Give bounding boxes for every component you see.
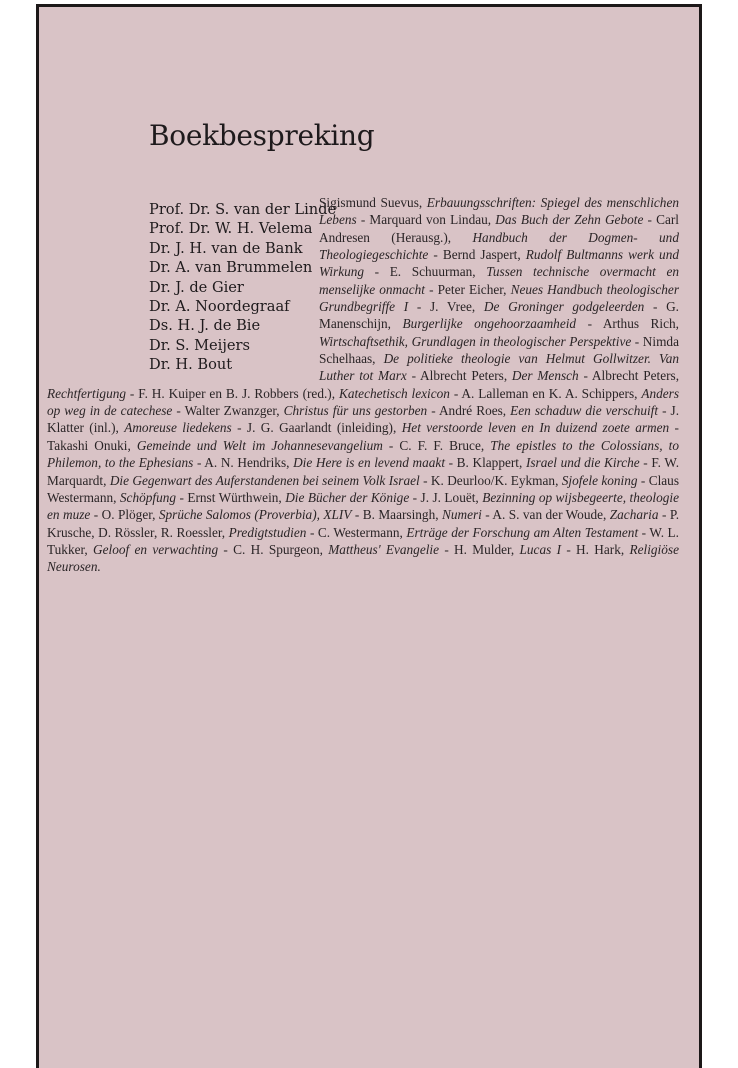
book-title: Die Bücher der Könige [285,489,410,505]
book-entry [185,403,428,418]
book-title: Anders op weg in de catechese [47,385,680,419]
book-title: Erbauungsschriften: Spiegel des menschlichen Lebens [319,195,679,228]
book-author: Marquard von Lindau, [369,212,496,228]
book-title: Der Mensch [511,368,579,384]
book-title: Israel und die Kirche [525,455,640,471]
book-author: Bernd Jaspert, [442,247,526,263]
book-title: Rudolf Bultmanns werk und Wirkung [319,247,679,280]
book-author: Albrecht Peters, [420,368,512,384]
book-author: C. Westermann, [317,524,407,540]
book-title: Religiöse Neurosen. [47,541,679,575]
book-title: Lucas I [519,541,562,557]
book-author: J. Vree, [429,299,484,315]
book-entry [363,507,482,522]
book-author: F. H. Kuiper en B. J. Robbers (red.), [138,385,339,401]
book-entry [47,438,383,453]
book-author: Sigismund Suevus, [319,195,427,210]
book-author: A. N. Hendriks, [204,455,294,471]
book-title: Het verstoorde leven en In duizend zoete armen [401,420,670,436]
book-author: A. S. van der Woude, [492,507,610,523]
reviewer-name: Dr. A. van Brummelen [149,259,313,277]
book-author: André Roes, [438,403,511,419]
book-entry [138,386,450,401]
book-author: C. H. Spurgeon, [233,541,329,557]
book-author: Albrecht Peters, [591,368,680,384]
book-author: F. W. Marquardt, [47,455,680,488]
book-title: Christus für uns gestorben [283,403,428,419]
book-author: P. Krusche, D. Rössler, R. Roessler, [47,507,680,540]
book-title: Predigtstudien [228,524,307,540]
book-author: Walter Zwanzger, [184,403,284,419]
book-author: W. L. Tukker, [47,524,680,557]
book-entry [204,455,445,470]
book-entry [454,542,561,557]
book-title: Burgerlijke ongehoorzaamheid [402,316,577,332]
book-entry [102,507,352,522]
book-entry [431,473,638,488]
book-author: A. Lalleman en K. A. Schippers, [461,385,642,401]
book-author: E. Schuurman, [389,264,487,280]
book-author: Takashi Onuki, [47,437,137,453]
book-author: J. G. Gaarlandt (inleiding), [246,420,402,436]
layout-spacer [39,194,319,384]
book-title: Sprüche Salomos (Proverbia), XLIV [158,507,352,523]
book-entries-text: Sigismund Suevus, Erbauungsschriften: Spiegel des menschlichen Lebens - Marquard von Lindau, Das Buch der Zehn Gebote - Carl Andresen (Herausg.), Handbuch der Dogmen- und Theologiegeschichte - Bernd Jaspert, Rudolf Bultmanns werk und Wirkung - E. Schuurman, Tussen technische overmacht en menselijke onmacht - Peter Eicher, Neues Handbuch theologischer Grundbegriffe I - J. Vree, De Groninger godgeleerden - G. Manenschijn, Burgerlijke ongehoorzaamheid - Arthus Rich, Wirtschaftsethik, Grundlagen in theologischer Perspektive - Nimda Schelhaas, De politieke theologie van Helmut Gollwitzer. Van Luther tot Marx - Albrecht Peters, Der Mensch - Albrecht Peters, Rechtfertigung - F. H. Kuiper en B. J. Robbers (red.), Katechetisch lexicon - A. Lalleman en K. A. Schippers, Anders op weg in de catechese - Walter Zwanzger, Christus für uns gestorben - André Roes, Een schaduw die verschuift - J. Klatter (inl.), Amoreuse liedekens - J. G. Gaarlandt (inleiding), Het verstoorde leven en In duizend zoete armen - Takashi Onuki, Gemeinde und Welt im Johannesevangelium - C. F. F. Bruce, The epistles to the Colossians, to Philemon, to the Ephesians - A. N. Hendriks, Die Here is en levend maakt - B. Klappert, Israel und die Kirche - F. W. Marquardt, Die Gegenwart des Auferstandenen bei seinem Volk Israel - K. Deurloo/K. Eykman, Sjofele koning - Claus Westermann, Schöpfung - Ernst Würthwein, Die Bücher der Könige - J. J. Louët, Bezinning op wijsbegeerte, theologie en muze - O. Plöger, Sprüche Salomos (Proverbia), XLIV - B. Maarsingh, Numeri - A. S. van der Woude, Zacharia - P. Krusche, D. Rössler, R. Roessler, Predigtstudien - C. Westermann, Erträge der Forschung am Alten Testament - W. L. Tukker, Geloof en verwachting - C. H. Spurgeon, Mattheus' Evangelie - H. Mulder, Lucas I - H. Hark, Religiöse Neurosen. [47,195,680,575]
book-title: Numeri [441,507,482,523]
book-title: Mattheus' Evangelie [328,541,440,557]
reviewer-name: Dr. J. H. van de Bank [149,239,303,257]
book-title: Bezinning op wijsbegeerte, theologie en muze [47,489,680,523]
book-entry [369,212,643,227]
book-title: Schöpfung [119,489,177,505]
book-title: De politieke theologie van Helmut Gollwitzer. Van Luther tot Marx [319,351,679,384]
book-title: De Groninger godgeleerden [483,299,645,315]
book-author: O. Plöger, [101,507,159,523]
book-title: Handbuch der Dogmen- und Theologiegeschichte [319,229,679,263]
reviewer-name: Dr. S. Meijers [149,336,250,354]
book-title: Een schaduw die verschuift [510,403,659,419]
book-author: H. Mulder, [454,541,520,557]
book-author: B. Maarsingh, [362,507,442,523]
back-cover-page [36,4,702,1068]
book-author: J. Klatter (inl.), [47,403,680,436]
book-entry [457,455,640,470]
book-title: Die Here is en levend maakt [293,455,446,471]
book-author: Ernst Würthwein, [187,489,286,505]
reviewer-name: Dr. H. Bout [149,356,233,374]
book-title: Das Buch der Zehn Gebote [495,212,644,228]
book-entry [233,542,439,557]
book-author: K. Deurloo/K. Eykman, [430,472,562,488]
book-author: J. J. Louët, [420,489,483,505]
book-title: Amoreuse liedekens [124,420,232,436]
book-entry [318,525,638,540]
book-author: C. F. F. Bruce, [399,437,491,453]
book-author: Nimda Schelhaas, [319,333,679,367]
book-entry [492,507,658,522]
reviewer-name: Dr. J. de Gier [149,278,244,296]
book-title: Katechetisch lexicon [338,385,450,401]
book-title: Sjofele koning [561,472,638,488]
reviewer-name: Dr. A. Noordegraaf [149,298,290,316]
book-title: Rechtfertigung [47,385,127,401]
book-author: Peter Eicher, [437,281,511,297]
book-entry [439,403,658,418]
book-author: Arthus Rich, [602,316,679,332]
book-title: The epistles to the Colossians, to Philemon, to the Ephesians [47,437,679,471]
book-title: Wirtschaftsethik, Grundlagen in theologischer Perspektive [319,333,632,349]
book-title: Die Gegenwart des Auferstandenen bei seinem Volk Israel [109,472,420,488]
book-title: Neues Handbuch theologischer Grundbegriffe I [319,281,680,315]
reviewer-name: Prof. Dr. S. van der Linde [149,201,337,218]
book-entry [187,490,409,505]
book-review-list [39,194,679,576]
book-author: Carl Andresen (Herausg.), [319,212,680,245]
page-title: Boekbespreking [149,119,375,152]
book-title: Zacharia [609,507,659,523]
book-title: Geloof en verwachting [93,541,219,557]
book-author: B. Klappert, [456,455,526,471]
book-author: Claus Westermann, [47,472,679,505]
reviewer-name: Ds. H. J. de Bie [149,317,261,335]
book-title: Erträge der Forschung am Alten Testament [406,524,639,540]
book-entry [430,299,644,314]
book-entry [420,368,579,383]
reviewer-name: Prof. Dr. W. H. Velema [149,220,313,238]
book-author: H. Hark, [576,541,630,557]
book-title: Gemeinde und Welt im Johannesevangelium [136,437,383,453]
book-author: G. Manenschijn, [319,299,679,332]
book-entry [247,420,669,435]
book-title: Tussen technische overmacht en menselijke onmacht [319,264,679,297]
